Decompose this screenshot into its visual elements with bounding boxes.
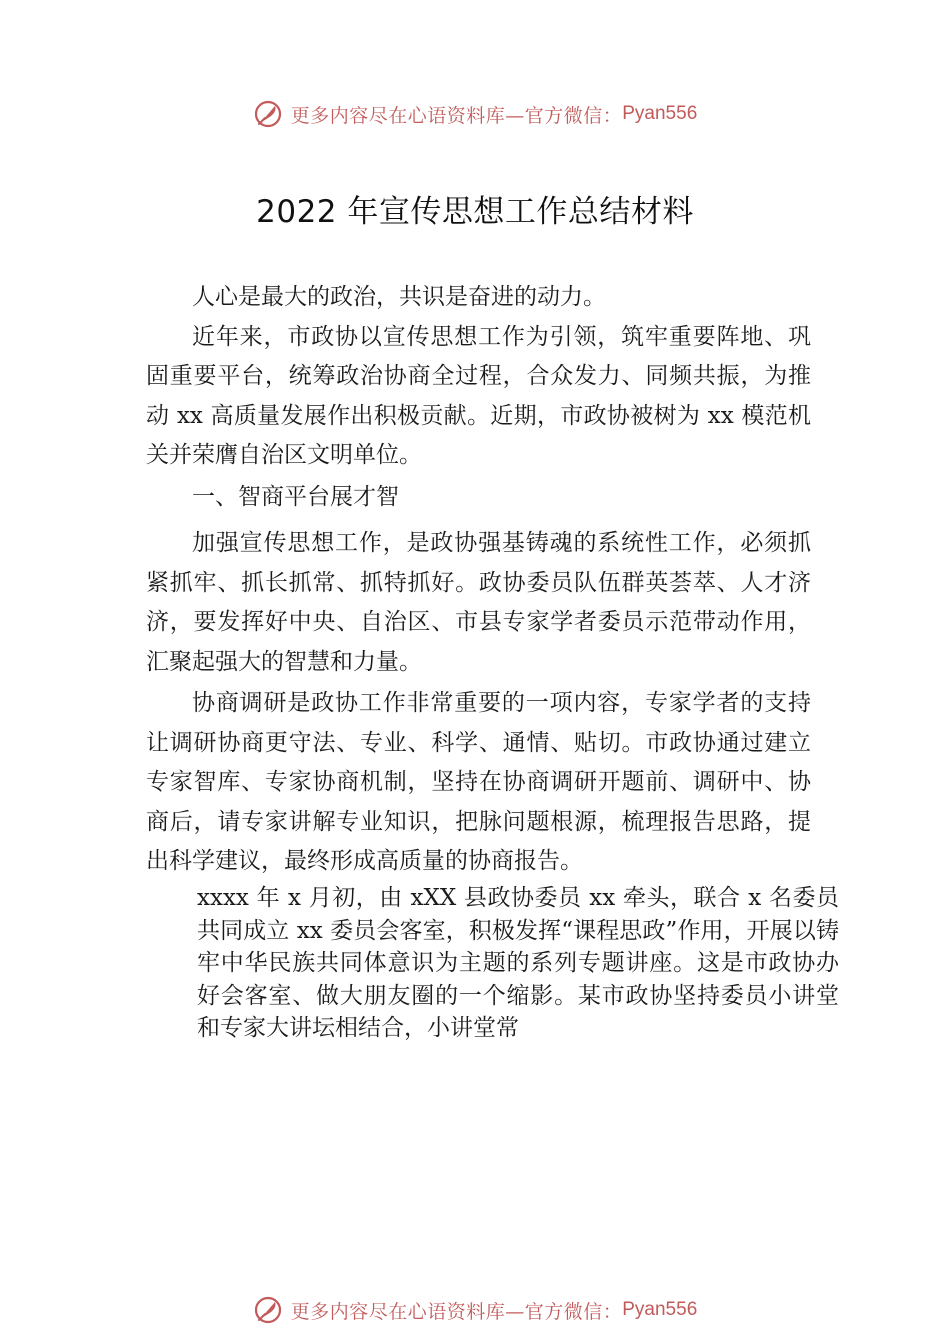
section-heading-1: 一、智商平台展才智 — [192, 483, 399, 510]
document-title: 2022 年宣传思想工作总结材料 — [256, 194, 694, 230]
paragraph-5: xxxx 年 x 月初，由 xXX 县政协委员 xx 牵头，联合 x 名委员共同成立 xx 委员会客室，积极发挥“课程思政”作用，开展以铸牢中华民族共同体意识为主题的系列专题讲座。这是市政协办好会客室、做大朋友圈的一个缩影。某市政协坚持委员小讲堂和专家大讲坛相结合，小讲堂常 — [197, 885, 839, 1041]
banner-text: 更多内容尽在心语资料库—官方微信： — [290, 1300, 623, 1323]
banner-wechat-id: Pyan556 — [622, 1299, 698, 1320]
header-banner — [0, 94, 950, 134]
banner-wechat-id: Pyan556 — [622, 103, 698, 124]
paragraph-3: 加强宣传思想工作，是政协强基铸魂的系统性工作，必须抓紧抓牢、抓长抓常、抓特抓好。政协委员队伍群英荟萃、人才济济，要发挥好中央、自治区、市县专家学者委员示范带动作用，汇聚起强大的智慧和力量。 — [146, 530, 811, 675]
feather-pen-circle-icon — [253, 1295, 283, 1325]
feather-pen-circle-icon — [253, 99, 283, 129]
paragraph-1: 人心是最大的政治，共识是奋进的动力。 — [192, 284, 606, 310]
document-body — [146, 278, 811, 882]
paragraph-4: 协商调研是政协工作非常重要的一项内容，专家学者的支持让调研协商更守法、专业、科学、通情、贴切。市政协通过建立专家智库、专家协商机制，坚持在协商调研开题前、调研中、协商后，请专家讲解专业知识，把脉问题根源，梳理报告思路，提出科学建议，最终形成高质量的协商报告。 — [146, 690, 811, 874]
banner-text: 更多内容尽在心语资料库—官方微信： — [290, 104, 623, 127]
paragraph-2: 近年来，市政协以宣传思想工作为引领，筑牢重要阵地、巩固重要平台，统筹政治协商全过程，合众发力、同频共振，为推动 xx 高质量发展作出积极贡献。近期，市政协被树为 xx 模范机关并荣膺自治区文明单位。 — [146, 323, 811, 468]
footer-banner — [0, 1290, 950, 1330]
